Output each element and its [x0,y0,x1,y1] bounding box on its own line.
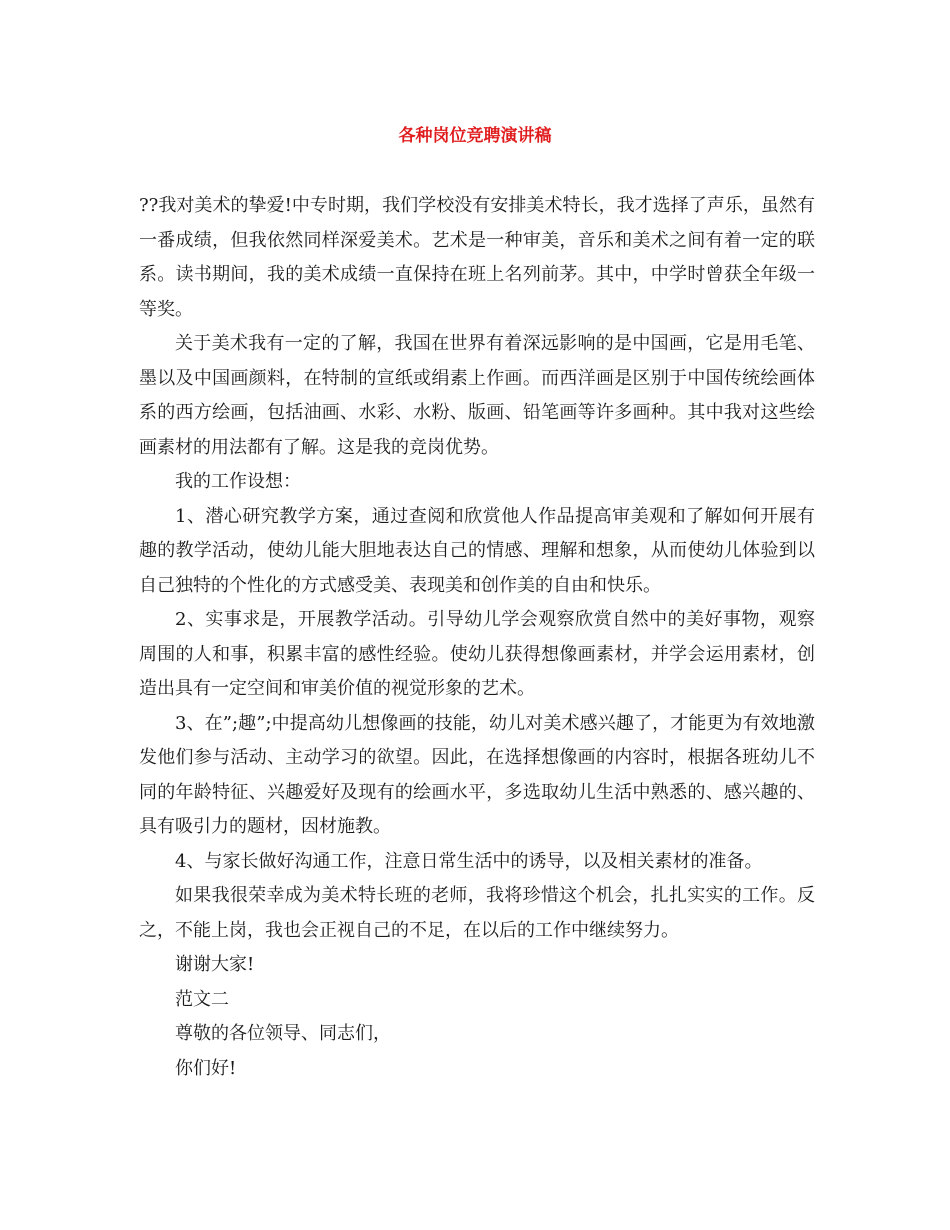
paragraph-art-knowledge: 关于美术我有一定的了解，我国在世界有着深远影响的是中国画，它是用毛笔、墨以及中国画颜料，在特制的宣纸或绢素上作画。而西洋画是区别于中国传统绘画体系的西方绘画，包括油画、水彩、水粉、版画、铅笔画等许多画种。其中我对这些绘画素材的用法都有了解。这是我的竞岗优势。 [139,333,815,458]
paragraph-plan-item-4: 4、与家长做好沟通工作，注意日常生活中的诱导，以及相关素材的准备。 [175,850,763,872]
paragraph-sample-two-heading: 范文二 [175,988,229,1010]
paragraph-work-plan-heading: 我的工作设想： [175,471,301,492]
paragraph-plan-item-1: 1、潜心研究教学方案，通过查阅和欣赏他人作品提高审美观和了解如何开展有趣的教学活动，使幼儿能大胆地表达自己的情感、理解和想象，从而使幼儿体验到以自己独特的个性化的方式感受美、表现美和创作美的自由和快乐。 [139,505,815,596]
paragraph-intro: ??我对美术的挚爱!中专时期，我们学校没有安排美术特长，我才选择了声乐，虽然有一番成绩，但我依然同样深爱美术。艺术是一种审美，音乐和美术之间有着一定的联系。读书期间，我的美术成绩一直保持在班上名列前茅。其中，中学时曾获全年级一等奖。 [139,195,815,320]
document-body [139,189,815,1086]
document-title: 各种岗位竞聘演讲稿 [398,126,552,146]
paragraph-thanks: 谢谢大家! [175,954,255,975]
paragraph-salutation: 尊敬的各位领导、同志们， [175,1023,391,1044]
paragraph-greeting: 你们好! [175,1057,237,1079]
paragraph-plan-item-3: 3、在”;趣”;中提高幼儿想像画的技能，幼儿对美术感兴趣了，才能更为有效地激发他们参与活动、主动学习的欲望。因此，在选择想像画的内容时，根据各班幼儿不同的年龄特征、兴趣爱好及现有的绘画水平，多选取幼儿生活中熟悉的、感兴趣的、具有吸引力的题材，因材施教。 [139,712,815,837]
paragraph-closing: 如果我很荣幸成为美术特长班的老师，我将珍惜这个机会，扎扎实实的工作。反之，不能上岗，我也会正视自己的不足，在以后的工作中继续努力。 [139,885,815,941]
paragraph-plan-item-2: 2、实事求是，开展教学活动。引导幼儿学会观察欣赏自然中的美好事物，观察周围的人和事，积累丰富的感性经验。使幼儿获得想像画素材，并学会运用素材，创造出具有一定空间和审美价值的视觉形象的艺术。 [139,609,815,699]
